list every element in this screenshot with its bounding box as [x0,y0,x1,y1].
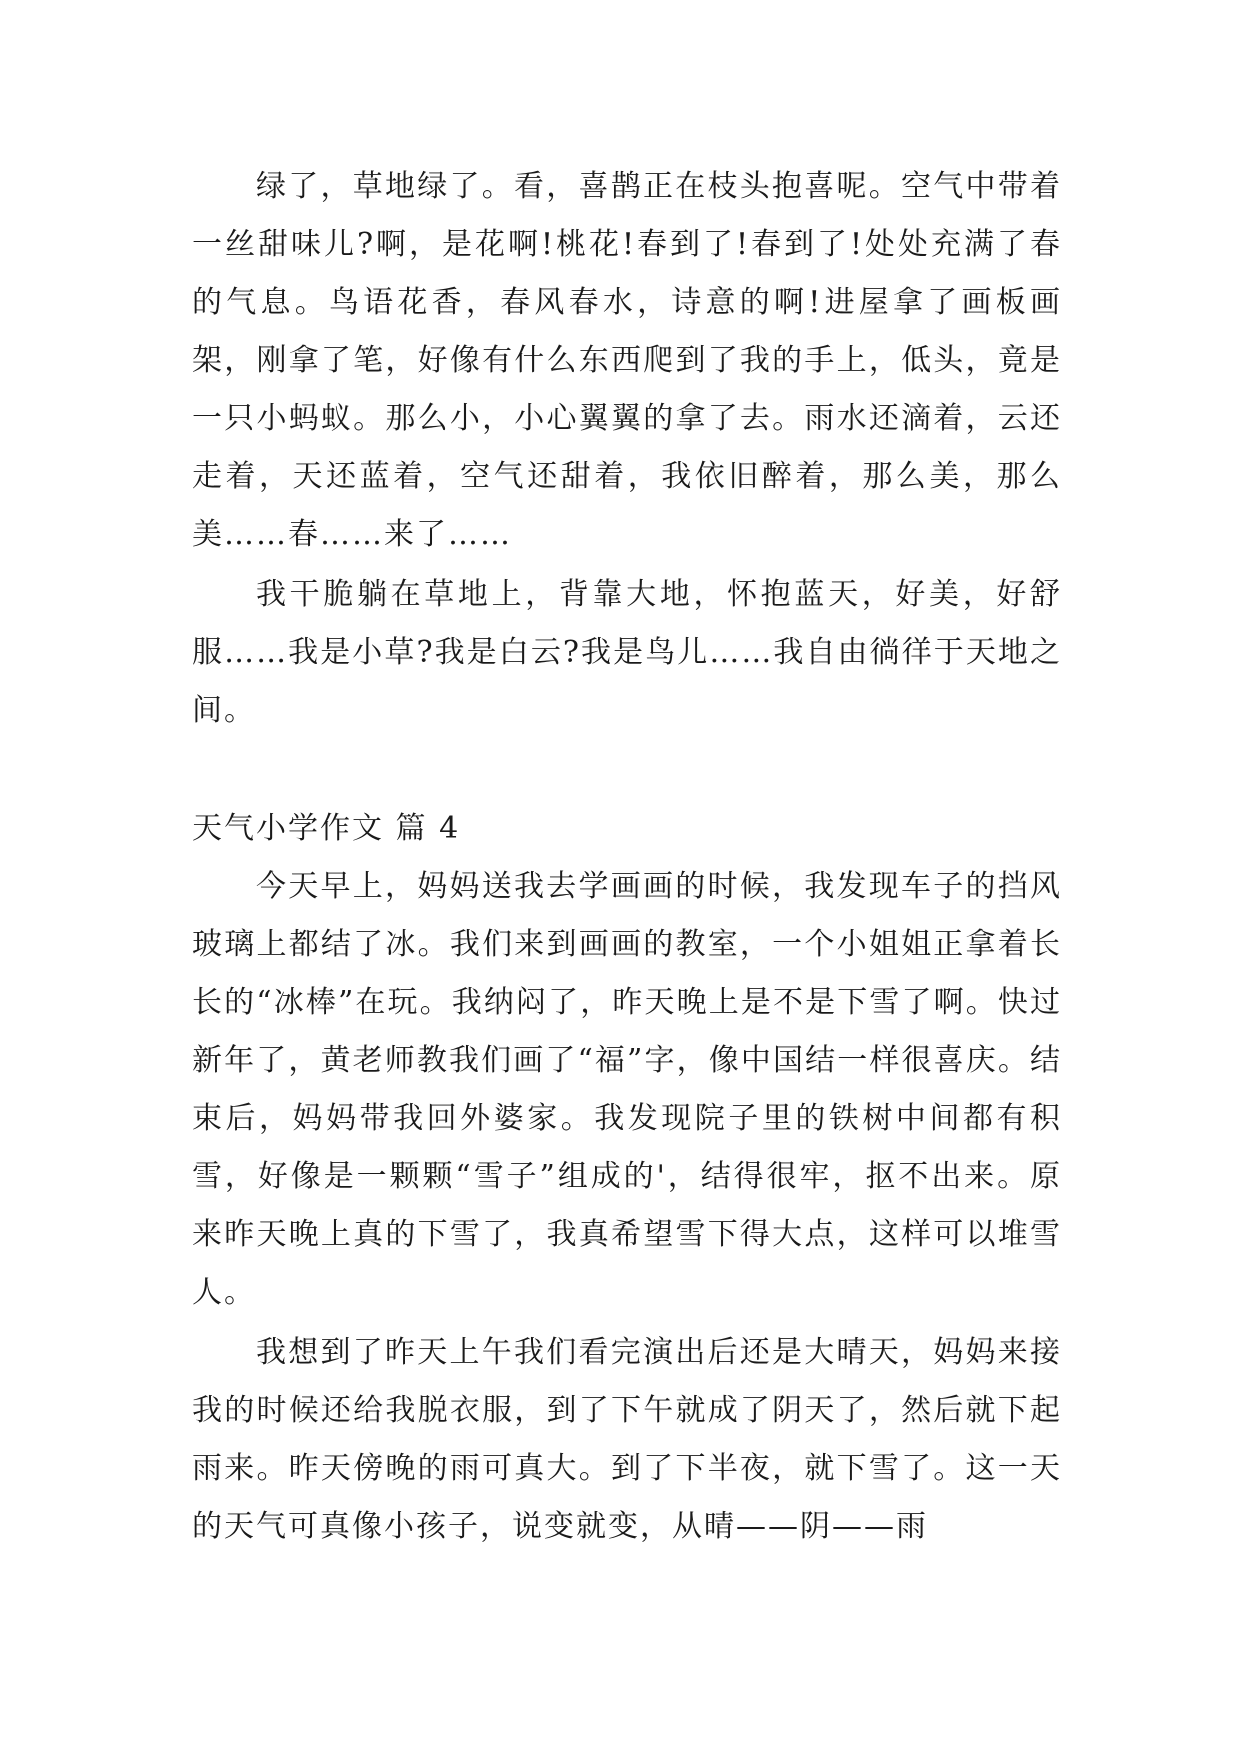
paragraph-lying-on-grass: 我干脆躺在草地上，背靠大地，怀抱蓝天，好美，好舒服……我是小草?我是白云?我是鸟儿……我自由徜徉于天地之间。 [192,577,1062,728]
paragraph-weather-change: 我想到了昨天上午我们看完演出后还是大晴天，妈妈来接我的时候还给我脱衣服，到了下午就成了阴天了，然后就下起雨来。昨天傍晚的雨可真大。到了下半夜，就下雪了。这一天的天气可真像小孩子，说变就变，从晴——阴——雨 [192,1335,1062,1544]
paragraph-spring-scene: 绿了，草地绿了。看，喜鹊正在枝头抱喜呢。空气中带着一丝甜味儿?啊，是花啊!桃花!春到了!春到了!处处充满了春的气息。鸟语花香，春风春水，诗意的啊!进屋拿了画板画架，刚拿了笔，好像有什么东西爬到了我的手上，低头，竟是一只小蚂蚁。那么小，小心翼翼的拿了去。雨水还滴着，云还走着，天还蓝着，空气还甜着，我依旧醉着，那么美，那么美……春……来了…… [192,169,1062,552]
paragraph-morning-snow: 今天早上，妈妈送我去学画画的时候，我发现车子的挡风玻璃上都结了冰。我们来到画画的教室，一个小姐姐正拿着长长的“冰棒”在玩。我纳闷了，昨天晚上是不是下雪了啊。快过新年了，黄老师教我们画了“福”字，像中国结一样很喜庆。结束后，妈妈带我回外婆家。我发现院子里的铁树中间都有积雪，好像是一颗颗“雪子”组成的'，结得很牢，抠不出来。原来昨天晚上真的下雪了，我真希望雪下得大点，这样可以堆雪人。 [192,869,1062,1310]
section-spacer [192,740,1062,800]
document-body [192,158,1062,1556]
section-heading: 天气小学作文 篇 4 [192,811,461,846]
